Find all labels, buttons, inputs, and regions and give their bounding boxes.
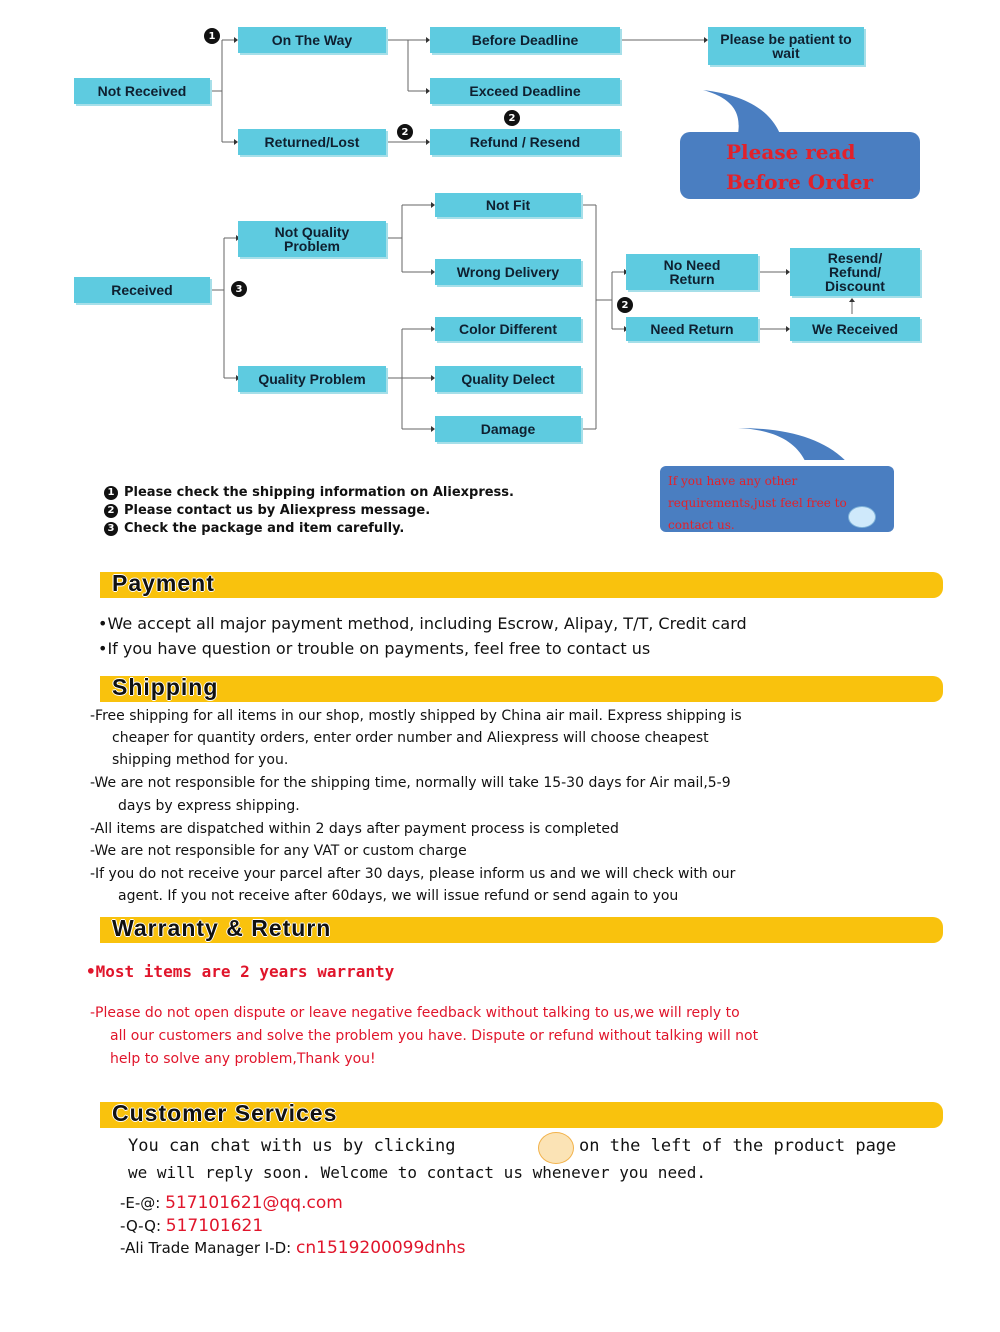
shipping-header bbox=[100, 676, 943, 702]
warranty-line-2: all our customers and solve the problem you have. Dispute or refund without talking will not bbox=[110, 1028, 759, 1044]
quality-problem-box: Quality Problem bbox=[238, 366, 386, 392]
shipping-line-7: -We are not responsible for any VAT or custom charge bbox=[90, 843, 467, 859]
qq-row bbox=[120, 1216, 263, 1236]
not-received-box: Not Received bbox=[74, 78, 210, 104]
quality-defect-box: Quality Delect bbox=[435, 366, 581, 392]
ali-row bbox=[120, 1238, 466, 1258]
payment-title: Payment bbox=[112, 570, 215, 596]
warranty-highlight: •Most items are 2 years warranty bbox=[86, 962, 395, 981]
returned-lost-box: Returned/Lost bbox=[238, 129, 386, 155]
chat-bubble-icon bbox=[848, 506, 876, 528]
note-3-text: Check the package and item carefully. bbox=[124, 521, 405, 536]
note-marker-3: 3 bbox=[104, 522, 118, 536]
received-box: Received bbox=[74, 277, 210, 303]
marker-1: 1 bbox=[204, 28, 220, 44]
contact-callout bbox=[660, 466, 894, 532]
services-chat-b: on the left of the product page bbox=[579, 1136, 897, 1156]
payment-line-2: •If you have question or trouble on payments, feel free to contact us bbox=[98, 639, 651, 658]
shipping-title: Shipping bbox=[112, 674, 219, 700]
services-title: Customer Services bbox=[112, 1100, 338, 1126]
shipping-line-1: -Free shipping for all items in our shop, mostly shipped by China air mail. Express shipping is bbox=[90, 708, 742, 724]
warranty-title: Warranty & Return bbox=[112, 915, 332, 941]
services-chat-a: You can chat with us by clicking bbox=[128, 1136, 456, 1156]
shipping-line-9: agent. If you not receive after 60days, we will issue refund or send again to you bbox=[118, 888, 679, 904]
note-marker-1: 1 bbox=[104, 486, 118, 500]
not-quality-problem-box: Not Quality Problem bbox=[238, 221, 386, 257]
contact-callout-text: If you have any other requirements,just feel free to contact us. bbox=[668, 474, 847, 532]
shipping-line-6: -All items are dispatched within 2 days after payment process is completed bbox=[90, 821, 619, 837]
resend-refund-discount-box: Resend/ Refund/ Discount bbox=[790, 248, 920, 296]
before-deadline-box: Before Deadline bbox=[430, 27, 620, 53]
warranty-header bbox=[100, 917, 943, 943]
refund-resend-box: Refund / Resend bbox=[430, 129, 620, 155]
services-chat-c: we will reply soon. Welcome to contact us whenever you need. bbox=[128, 1163, 706, 1182]
marker-2-top: 2 bbox=[504, 110, 520, 126]
color-different-box: Color Different bbox=[435, 317, 581, 341]
payment-header bbox=[100, 572, 943, 598]
qq-label: -Q-Q: bbox=[120, 1217, 162, 1235]
please-read-callout bbox=[680, 132, 920, 199]
note-3 bbox=[104, 521, 404, 536]
warranty-line-1: -Please do not open dispute or leave negative feedback without talking to us,we will reply to bbox=[90, 1005, 740, 1021]
patient-box: Please be patient to wait bbox=[708, 27, 864, 65]
on-the-way-box: On The Way bbox=[238, 27, 386, 53]
email-row bbox=[120, 1193, 343, 1213]
shipping-line-3: shipping method for you. bbox=[112, 752, 289, 768]
please-read-line2: Before Order bbox=[726, 170, 874, 194]
payment-line-1: •We accept all major payment method, including Escrow, Alipay, T/T, Credit card bbox=[98, 614, 747, 633]
qq-value[interactable]: 517101621 bbox=[165, 1216, 264, 1236]
note-1-text: Please check the shipping information on Aliexpress. bbox=[124, 485, 514, 500]
we-received-box: We Received bbox=[790, 317, 920, 341]
marker-2-right: 2 bbox=[617, 297, 633, 313]
please-read-line1: Please read bbox=[726, 140, 856, 164]
marker-2-left: 2 bbox=[397, 124, 413, 140]
note-marker-2: 2 bbox=[104, 504, 118, 518]
warranty-line-3: help to solve any problem,Thank you! bbox=[110, 1051, 376, 1067]
not-fit-box: Not Fit bbox=[435, 193, 581, 217]
note-2 bbox=[104, 503, 430, 518]
ali-label: -Ali Trade Manager I-D: bbox=[120, 1239, 292, 1257]
ali-value[interactable]: cn1519200099dnhs bbox=[296, 1238, 466, 1258]
marker-3: 3 bbox=[231, 281, 247, 297]
email-label: -E-@: bbox=[120, 1194, 161, 1212]
note-2-text: Please contact us by Aliexpress message. bbox=[124, 503, 431, 518]
shipping-line-8: -If you do not receive your parcel after 30 days, please inform us and we will check with our bbox=[90, 866, 736, 882]
email-value[interactable]: 517101621@qq.com bbox=[165, 1193, 343, 1213]
shipping-line-4: -We are not responsible for the shipping time, normally will take 15-30 days for Air mail,5-9 bbox=[90, 775, 731, 791]
need-return-box: Need Return bbox=[626, 317, 758, 341]
chat-face-icon bbox=[538, 1132, 574, 1164]
exceed-deadline-box: Exceed Deadline bbox=[430, 78, 620, 104]
wrong-delivery-box: Wrong Delivery bbox=[435, 259, 581, 285]
services-header bbox=[100, 1102, 943, 1128]
shipping-line-5: days by express shipping. bbox=[118, 798, 300, 814]
damage-box: Damage bbox=[435, 416, 581, 442]
no-need-return-box: No Need Return bbox=[626, 254, 758, 290]
shipping-line-2: cheaper for quantity orders, enter order number and Aliexpress will choose cheapest bbox=[112, 730, 709, 746]
note-1 bbox=[104, 485, 514, 500]
